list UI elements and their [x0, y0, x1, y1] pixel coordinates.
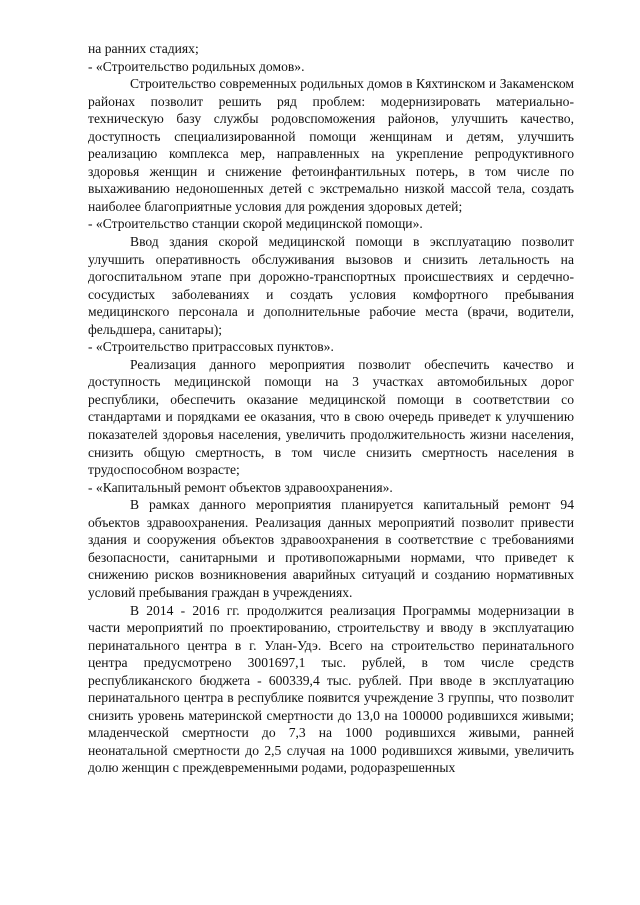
document-page: [88, 40, 574, 777]
list-item-capital-repair: - «Капитальный ремонт объектов здравоохранения».: [88, 479, 393, 495]
list-item-continuation: на ранних стадиях;: [88, 41, 199, 56]
paragraph-maternity-homes: Строительство современных родильных домов в Кяхтинском и Закаменском районах позволит решить ряд проблем: модернизировать материально-техническую базу службы родовспоможения районов, улучшить качество, доступность специализированной помощи женщинам и детям, улучшить реализацию комплекса мер, направленных на укрепление репродуктивного здоровья женщин и снижение фетоинфантильных потерь, в том числе по выхаживанию недоношенных детей с экстремально низкой массой тела, создать наиболее благоприятные условия для рождения здоровых детей;: [88, 76, 574, 214]
paragraph-ambulance-station: Ввод здания скорой медицинской помощи в эксплуатацию позволит улучшить оперативность обслуживания вызовов и снизить летальность на догоспитальном этапе при дорожно-транспортных происшествиях и сердечно-сосудистых заболеваниях и создать условия комфортного пребывания медицинского персонала и дополнительные рабочие места (врачи, водители, фельдшера, санитары);: [88, 234, 574, 337]
paragraph-roadside-points: Реализация данного мероприятия позволит обеспечить качество и доступность медицинской помощи на 3 участках автомобильных дорог республики, обеспечить оказание медицинской помощи в соответствии со стандартами и порядками ее оказания, что в свою очередь приведет к улучшению показателей здоровья населения, увеличить продолжительность жизни населения, снизить общую смертность, в том числе снизить смертность населения в трудоспособном возрасте;: [88, 356, 574, 478]
list-item-maternity-homes: - «Строительство родильных домов».: [88, 58, 305, 74]
list-item-ambulance-station: - «Строительство станции скорой медицинской помощи».: [88, 216, 423, 232]
paragraph-perinatal-center: В 2014 - 2016 гг. продолжится реализация Программы модернизации в части мероприятий по проектированию, строительству и вводу в эксплуатацию перинатального центра в г. Улан-Удэ. Всего на строительство перинатального центра предусмотрено 3001697,1 тыс. рублей, в том числе средств республиканского бюджета - 600339,4 тыс. рублей. При вводе в эксплуатацию перинатального центра в республике появится учреждение 3 группы, что позволит снизить уровень материнской смертности до 13,0 на 100000 родившихся живыми; младенческой смертности до 7,3 на 1000 родившихся живыми, ранней неонатальной смертности до 2,5 случая на 1000 родившихся живыми, увеличить долю женщин с преждевременными родами, родоразрешенных: [88, 602, 574, 776]
list-item-roadside-points: - «Строительство притрассовых пунктов».: [88, 339, 334, 355]
paragraph-capital-repair: В рамках данного мероприятия планируется капитальный ремонт 94 объектов здравоохранения. Реализация данных мероприятий позволит привести здания и сооружения объектов здравоохранения в соответствие с требованиями безопасности, санитарными и противопожарными нормами, что приведет к снижению рисков возникновения аварийных ситуаций и созданию нормативных условий пребывания граждан в учреждениях.: [88, 497, 574, 600]
